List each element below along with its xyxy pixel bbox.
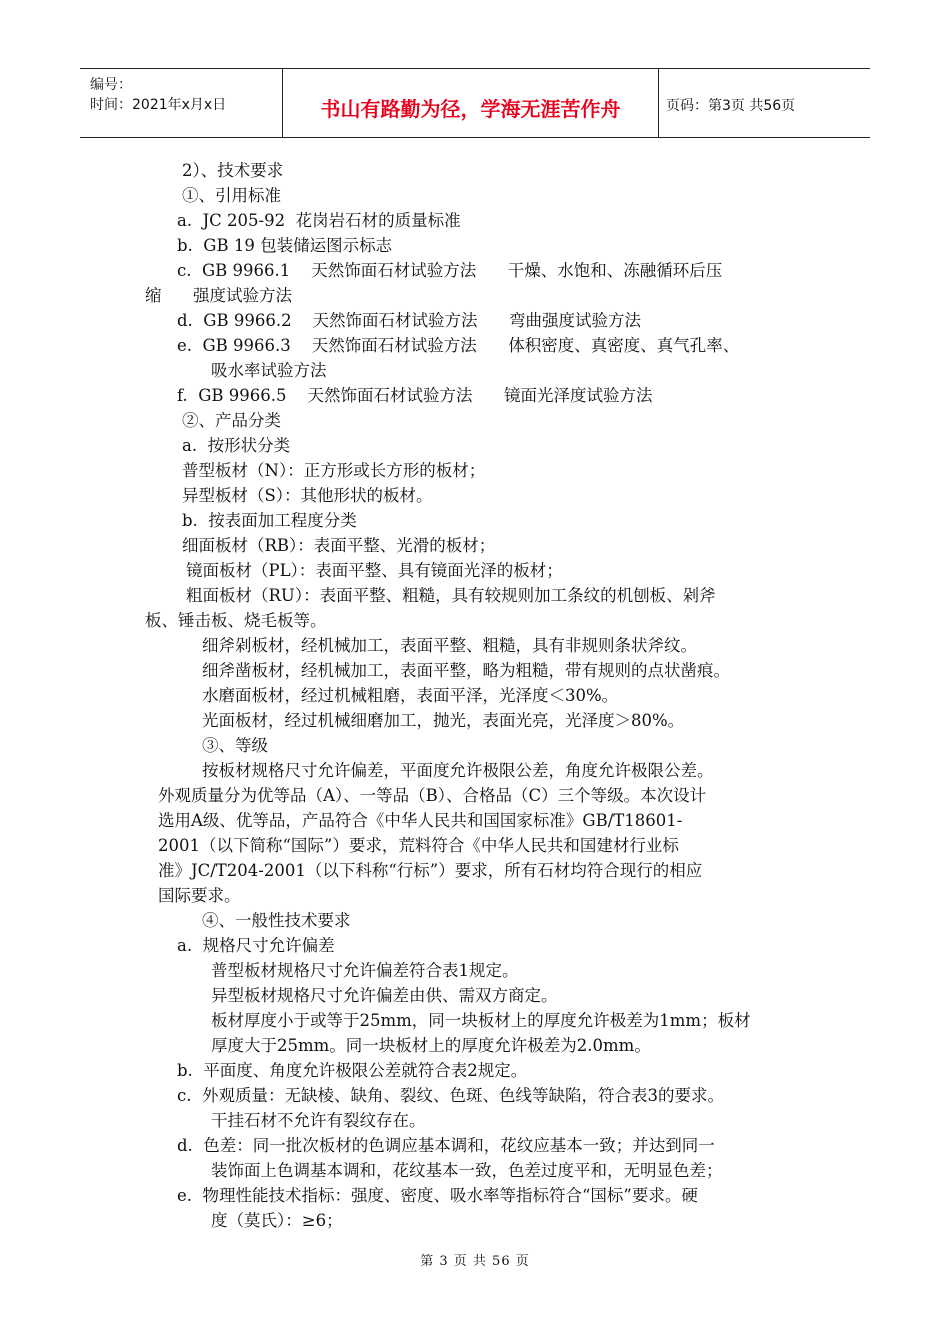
text-line: 度（莫氏）：≥6； [211, 1211, 343, 1230]
page-footer: 第 3 页 共 56 页 [420, 1254, 530, 1269]
text-line: e. GB 9966.3 天然饰面石材试验方法 体积密度、真密度、真气孔率、 [177, 336, 740, 355]
subsection-heading: ①、引用标准 [182, 186, 281, 205]
text-line: 2001（以下简称“国际”）要求，荒料符合《中华人民共和国建材行业标 [158, 836, 679, 855]
text-line: f. GB 9966.5 天然饰面石材试验方法 镜面光泽度试验方法 [177, 386, 653, 405]
header-page-info: 页码：第3页 共56页 [666, 98, 796, 114]
text-line: 光面板材，经过机械细磨加工，抛光，表面光亮，光泽度＞80%。 [202, 711, 685, 730]
text-line: a. 规格尺寸允许偏差 [177, 936, 335, 955]
text-line: 粗面板材（RU）：表面平整、粗糙，具有较规则加工条纹的机刨板、剁斧 [186, 586, 716, 605]
header-motto: 书山有路勤为径，学海无涯苦作舟 [283, 69, 659, 137]
text-line: 准》JC/T204-2001（以下科称“行标”）要求，所有石材均符合现行的相应 [158, 861, 703, 880]
text-line: 厚度大于25mm。同一块板材上的厚度允许极差为2.0mm。 [211, 1036, 651, 1055]
subsection-heading: ③、等级 [202, 736, 268, 755]
subsection-heading: ②、产品分类 [182, 411, 281, 430]
text-line: b. 按表面加工程度分类 [182, 511, 357, 530]
subsection-heading: ④、一般性技术要求 [202, 911, 351, 930]
section-heading: 2）、技术要求 [182, 161, 284, 180]
text-line: d. GB 9966.2 天然饰面石材试验方法 弯曲强度试验方法 [177, 311, 642, 330]
text-line: 镜面板材（PL）：表面平整、具有镜面光泽的板材； [186, 561, 563, 580]
text-line: 细面板材（RB）：表面平整、光滑的板材； [182, 536, 496, 555]
text-line: 普型板材（N）：正方形或长方形的板材； [182, 461, 486, 480]
text-line: 水磨面板材，经过机械粗磨，表面平泽，光泽度＜30%。 [202, 686, 619, 705]
text-line: b. 平面度、角度允许极限公差就符合表2规定。 [177, 1061, 528, 1080]
text-line: 细斧凿板材，经机械加工，表面平整，略为粗糙，带有规则的点状凿痕。 [202, 661, 730, 680]
header-meta-cell [80, 69, 283, 137]
text-line: 外观质量分为优等品（A）、一等品（B）、合格品（C）三个等级。本次设计 [158, 786, 707, 805]
text-line: 选用A级、优等品，产品符合《中华人民共和国国家标准》GB/T18601- [158, 811, 683, 830]
text-line: 普型板材规格尺寸允许偏差符合表1规定。 [211, 961, 519, 980]
text-line: b. GB 19 包装储运图示标志 [177, 236, 393, 255]
text-line: e. 物理性能技术指标：强度、密度、吸水率等指标符合“国标”要求。硬 [177, 1186, 698, 1205]
text-line: a. JC 205-92 花岗岩石材的质量标准 [177, 211, 461, 230]
text-line: 干挂石材不允许有裂纹存在。 [211, 1111, 426, 1130]
date-label: 时间：2021年x月x日 [90, 97, 227, 113]
text-line: 装饰面上色调基本调和，花纹基本一致，色差过度平和，无明显色差； [211, 1161, 723, 1180]
doc-number-label: 编号： [90, 77, 132, 93]
text-line: d. 色差：同一批次板材的色调应基本调和，花纹应基本一致；并达到同一 [177, 1136, 715, 1155]
text-line: c. GB 9966.1 天然饰面石材试验方法 干燥、水饱和、冻融循环后压 [177, 261, 723, 280]
text-line: 异型板材规格尺寸允许偏差由供、需双方商定。 [211, 986, 558, 1005]
text-line: 缩 强度试验方法 [145, 286, 292, 305]
text-line: a. 按形状分类 [182, 436, 291, 455]
text-line: c. 外观质量：无缺棱、缺角、裂纹、色斑、色线等缺陷，符合表3的要求。 [177, 1086, 724, 1105]
text-line: 异型板材（S）：其他形状的板材。 [182, 486, 433, 505]
text-line: 板材厚度小于或等于25mm，同一块板材上的厚度允许极差为1mm；板材 [211, 1011, 751, 1030]
page-header [80, 68, 870, 138]
text-line: 吸水率试验方法 [211, 361, 327, 380]
text-line: 板、锤击板、烧毛板等。 [145, 611, 327, 630]
text-line: 国际要求。 [158, 886, 241, 905]
text-line: 按板材规格尺寸允许偏差，平面度允许极限公差，角度允许极限公差。 [202, 761, 714, 780]
text-line: 细斧剁板材，经机械加工，表面平整、粗糙，具有非规则条状斧纹。 [202, 636, 697, 655]
